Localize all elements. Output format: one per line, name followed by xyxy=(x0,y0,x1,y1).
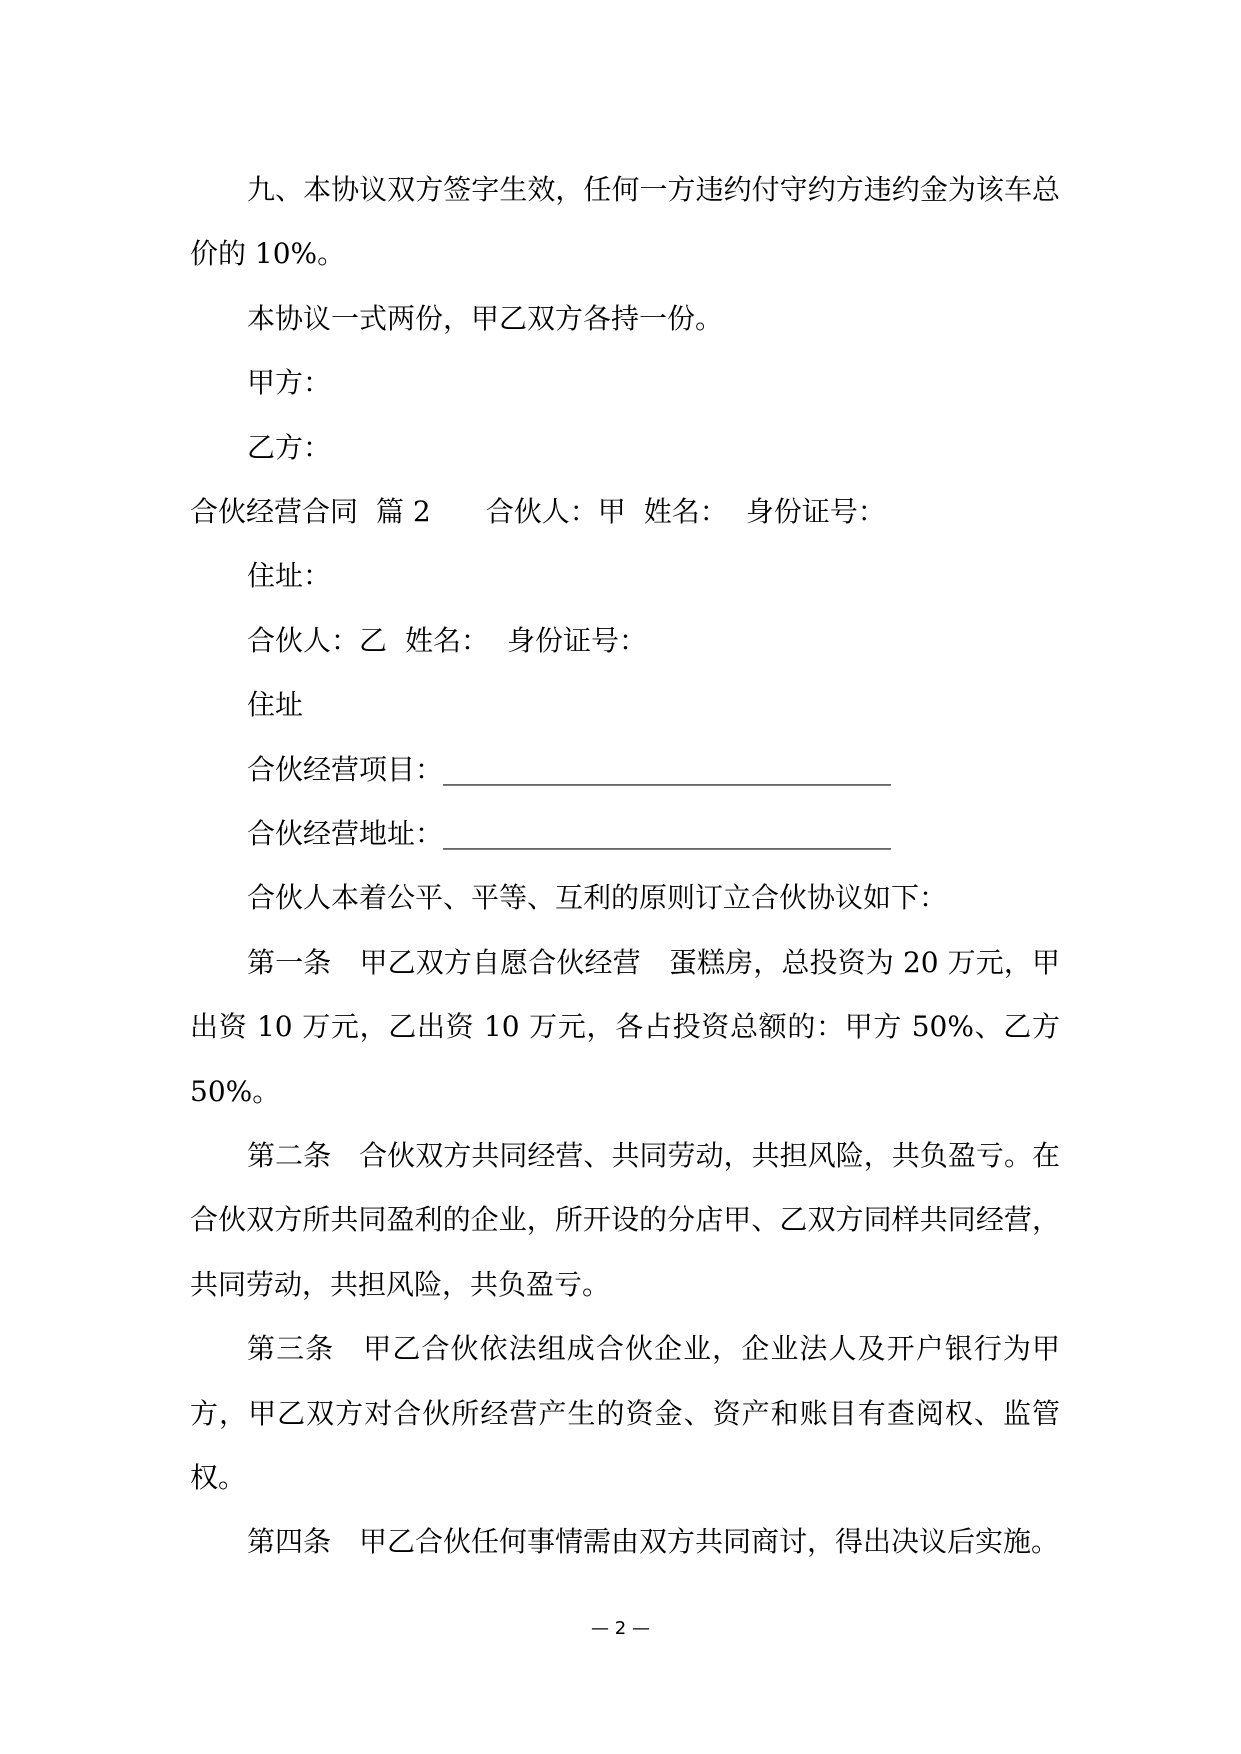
business-location-line: 合伙经营地址：________________________________ xyxy=(247,816,892,850)
article-two: 第二条 合伙双方共同经营、共同劳动，共担风险，共负盈亏。在合伙双方所共同盈利的企业，所开设的分店甲、乙双方同样共同经营，共同劳动，共担风险，共负盈亏。 xyxy=(190,1138,1060,1301)
partner-a-address: 住址： xyxy=(247,559,332,593)
party-b-signature: 乙方： xyxy=(247,430,332,464)
article-four: 第四条 甲乙合伙任何事情需由双方共同商讨，得出决议后实施。 xyxy=(247,1525,1060,1559)
article-one: 第一条 甲乙双方自愿合伙经营 蛋糕房，总投资为 20 万元，甲出资 10 万元，乙出资 10 万元，各占投资总额的：甲方 50%、乙方 50%。 xyxy=(190,945,1060,1108)
copies-clause: 本协议一式两份，甲乙双方各持一份。 xyxy=(247,301,724,335)
partner-b-address: 住址 xyxy=(247,688,304,722)
article-three: 第三条 甲乙合伙依法组成合伙企业，企业法人及开户银行为甲方，甲乙双方对合伙所经营产生的资金、资产和账目有查阅权、监管权。 xyxy=(190,1332,1060,1494)
business-project-line: 合伙经营项目：________________________________ xyxy=(247,752,892,786)
partner-b-name-label: 姓名： xyxy=(405,623,490,657)
partner-a-name-label: 姓名： xyxy=(643,495,728,528)
party-a-signature: 甲方： xyxy=(247,366,332,400)
partner-b-id-label: 身份证号： xyxy=(507,623,648,657)
contract-heading-line xyxy=(190,480,1060,544)
contract-part-number: 篇 2 xyxy=(376,495,431,528)
clause-nine: 九、本协议双方签字生效，任何一方违约付守约方违约金为该车总价的 10%。 xyxy=(190,173,1060,271)
partner-b-line xyxy=(190,609,1060,673)
partner-a-id-label: 身份证号： xyxy=(745,495,886,528)
partner-b-label: 合伙人：乙 xyxy=(247,623,388,657)
partner-a-label: 合伙人：甲 xyxy=(485,495,626,528)
document-body xyxy=(190,158,1060,1575)
page-number: — 2 — xyxy=(591,1618,650,1639)
contract-title: 合伙经营合同 xyxy=(190,495,359,528)
agreement-preamble: 合伙人本着公平、平等、互利的原则订立合伙协议如下： xyxy=(247,881,948,915)
